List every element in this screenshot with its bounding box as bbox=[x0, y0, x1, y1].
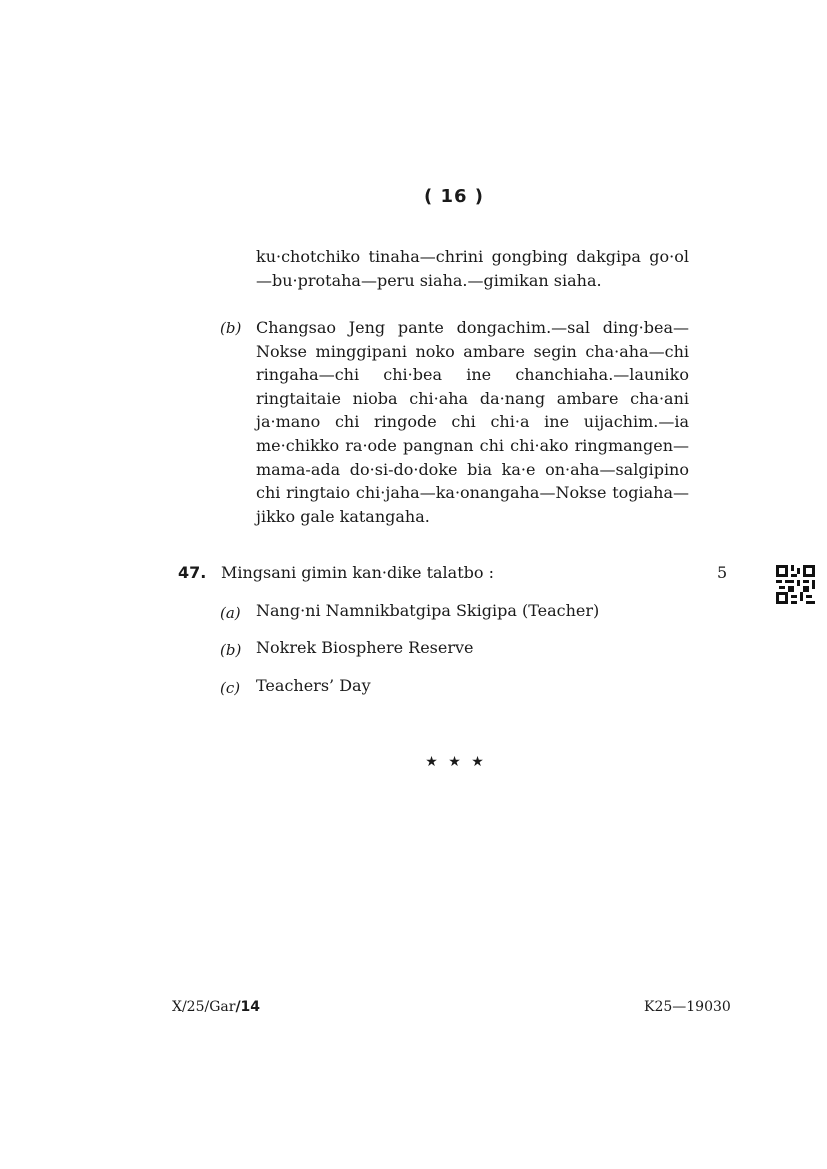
question-marks: 5 bbox=[717, 563, 728, 582]
option-c-label: (c) bbox=[220, 679, 241, 697]
part-b-paragraph: Changsao Jeng pante dongachim.—sal ding·bea—Nokse minggipani noko ambare segin cha·aha—chi ringaha—chi chi·bea ine chanchiaha.—launiko ringtaitaie nioba chi·aha da·nang ambare cha·ani ja·mano chi ringode chi chi·a ine uijachim.—ia me·chikko ra·ode pangnan chi chi·ako ringmangen—mama-ada do·si-do·doke bia ka·e on·aha—salgipino chi ringtaio chi·jaha—ka·onangaha—Nokse togiaha—jikko gale katangaha. bbox=[256, 318, 689, 526]
end-of-paper-stars: ★ ★ ★ bbox=[425, 754, 487, 770]
option-b-label: (b) bbox=[220, 641, 242, 659]
part-b-label: (b) bbox=[220, 319, 242, 337]
paper-code-page: /14 bbox=[235, 999, 261, 1015]
option-a-label: (a) bbox=[220, 604, 241, 622]
option-c-text: Teachers’ Day bbox=[256, 676, 371, 695]
question-text: Mingsani gimin kan·dike talatbo : bbox=[221, 563, 494, 582]
question-number: 47. bbox=[178, 563, 207, 582]
page-number: ( 16 ) bbox=[423, 186, 485, 207]
paper-code bbox=[172, 999, 260, 1015]
option-a-text: Nang·ni Namnikbatgipa Skigipa (Teacher) bbox=[256, 601, 600, 620]
qr-code-icon bbox=[776, 565, 815, 604]
paper-code-prefix: X/25/Gar bbox=[172, 999, 236, 1015]
continuation-paragraph: ku·chotchiko tinaha—chrini gongbing dakgipa go·ol—bu·protaha—peru siaha.—gimikan siaha. bbox=[256, 247, 689, 290]
print-code: K25—19030 bbox=[644, 999, 731, 1015]
option-b-text: Nokrek Biosphere Reserve bbox=[256, 638, 474, 657]
